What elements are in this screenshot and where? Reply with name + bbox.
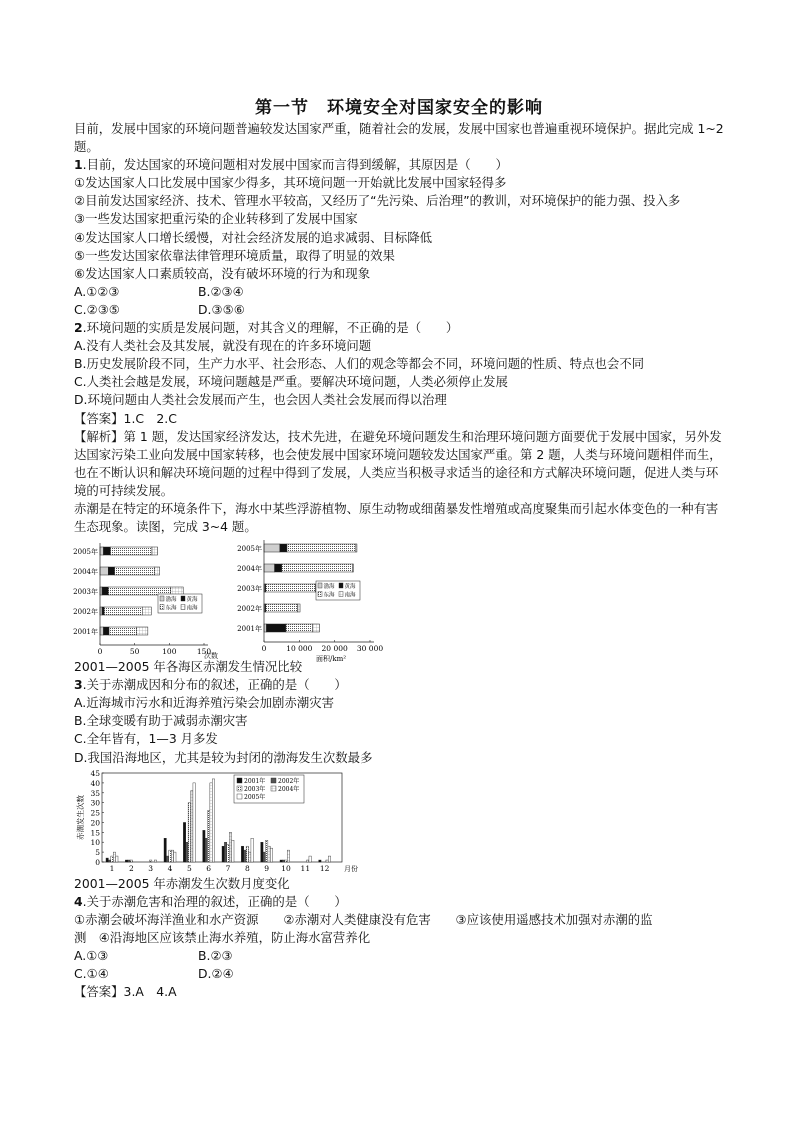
bar [287,850,289,862]
y-tick-label: 0 [95,857,100,867]
bar [251,838,253,862]
answer-block-1: 【答案】1.C 2.C [74,410,177,426]
bar [203,830,205,862]
bar [261,842,263,862]
bar [205,838,207,862]
q1-item-4: ④发达国家人口增长缓慢，对社会经济发展的追求减弱、目标降低 [74,229,433,245]
q1-item-5: ⑤一些发达国家依靠法律管理环境质量，取得了明显的效果 [74,247,395,263]
bar [309,856,311,862]
x-tick-label: 150 [196,647,212,657]
legend-label: 东海 [323,592,335,599]
bar [232,840,234,862]
q3-option-d: D.我国沿海地区，尤其是较为封闭的渤海发生次数最多 [74,749,373,765]
bar-segment [109,627,137,635]
q1-option-b: B.②③④ [198,283,244,299]
bar-segment [104,607,142,615]
legend-label: 东海 [165,605,177,612]
bar [212,779,214,862]
y-tick-label: 35 [90,788,100,798]
q4-items-line-2: 测 ④沿海地区应该禁止海水养殖，防止海水富营养化 [74,929,371,945]
question-2-stem [74,319,724,337]
q4-options-row-2 [74,965,724,983]
q4-option-d: D.②④ [198,966,234,981]
bar-segment [102,607,104,615]
question-1-stem [74,156,724,174]
figure-1-caption: 2001—2005 年各海区赤潮发生情况比较 [74,659,303,675]
y-tick-label: 2004年 [237,565,262,574]
bar-segment [312,624,319,632]
legend-label: 南海 [344,592,356,599]
y-tick-label: 2001年 [237,625,262,634]
y-tick-label: 40 [90,778,100,788]
legend-swatch [318,592,322,597]
bar-segment [152,547,158,555]
x-tick-label: 4 [167,863,173,873]
x-tick-label: 12 [319,863,330,873]
bar-segment [266,624,285,632]
legend-label: 渤海 [165,597,177,604]
bar [229,832,231,862]
question-3-stem [74,676,724,694]
bar [326,860,328,862]
x-tick-label: 5 [186,863,192,873]
bar-segment [287,544,356,552]
question-1-text: .目前，发达国家的环境问题相对发展中国家而言得到缓解，其原因是（ ） [82,157,508,173]
bar-segment [108,567,114,575]
bar [164,838,166,862]
q4-options-row-1 [74,947,724,965]
x-tick-label: 50 [129,647,140,657]
legend-label: 2003年 [244,785,266,793]
chart-area-by-sea [226,534,386,664]
q1-item-3: ③一些发达国家把重污染的企业转移到了发展中国家 [74,211,358,227]
bar [246,846,248,862]
x-tick-label: 30 000 [356,644,384,654]
bar [186,842,188,862]
question-4-number: 4 [74,893,83,909]
y-tick-label: 25 [90,808,100,818]
x-tick-label: 9 [264,863,270,873]
legend-label: 2005年 [244,793,266,801]
bar [285,860,287,862]
bar-segment [264,544,280,552]
x-tick-label: 20 000 [321,644,348,654]
bar [183,822,185,862]
bar [224,842,226,862]
page-title: 第一节 环境安全对国家安全的影响 [255,98,543,118]
x-tick-label: 3 [148,863,154,873]
bar-segment [102,587,108,595]
bar-segment [275,564,282,572]
bar [166,856,168,862]
legend-swatch [339,583,343,588]
bar [113,852,115,862]
y-tick-label: 2005年 [237,545,262,554]
y-axis-label: 赤潮发生次数 [76,794,85,840]
x-tick-label: 10 000 [286,644,313,654]
bar-segment [110,547,152,555]
y-tick-label: 15 [90,827,100,837]
legend-label: 2002年 [278,777,300,785]
bar [265,840,267,862]
bar [174,852,176,862]
legend-swatch [237,794,242,799]
bar [108,860,110,862]
bar [270,848,272,862]
y-tick-label: 2002年 [73,608,98,617]
y-tick-label: 10 [90,837,100,847]
chart-count-by-sea [70,540,220,661]
q2-option-d: D.环境问题由人类社会发展而产生，也会因人类社会发展而得以治理 [74,392,447,408]
bar-segment [266,604,298,612]
legend-swatch [339,592,343,597]
q1-options-row-2 [74,301,724,319]
q2-option-a: A.没有人类社会及其发展，就没有现在的许多环境问题 [74,338,372,354]
bar [244,850,246,862]
bar [263,852,265,862]
bar [193,783,195,862]
question-4-stem [74,893,724,911]
q3-option-c: C.全年皆有，1—3 月多发 [74,731,218,747]
question-4-text: .关于赤潮危害和治理的叙述，正确的是（ ） [82,893,347,909]
x-tick-label: 0 [97,647,103,657]
bar [268,846,270,862]
y-tick-label: 2003年 [73,588,98,597]
y-tick-label: 2005年 [73,548,98,557]
chart-monthly-count [74,767,374,875]
x-axis-label: 面积/km² [316,655,347,664]
question-2-text: .环境问题的实质是发展问题，对其含义的理解，不正确的是（ ） [82,320,459,336]
bar [191,790,193,861]
legend-swatch [181,596,185,601]
q4-option-a: A.①③ [74,947,109,963]
legend-swatch [160,596,164,601]
y-tick-label: 2004年 [73,568,98,577]
q4-items-line-1: ①赤潮会破坏海洋渔业和水产资源 ②赤潮对人类健康没有危害 ③应该使用遥感技术加强对赤潮的监 [74,911,653,927]
y-tick-label: 2003年 [237,585,262,594]
intro-paragraph-2: 赤潮是在特定的环境条件下，海水中某些浮游植物、原生动物或细菌暴发性增殖或高度聚集而引起水体变色的一种有害生态现象。读图，完成 3~4 题。 [74,500,719,535]
y-tick-label: 2001年 [73,628,98,637]
q3-option-a: A.近海城市污水和近海养殖污染会加剧赤潮灾害 [74,695,335,711]
q4-option-c: C.①④ [74,966,109,981]
bar-segment [264,564,275,572]
y-tick-label: 20 [90,818,100,828]
legend-label: 南海 [186,605,198,612]
legend-swatch [181,605,185,610]
x-tick-label: 11 [300,863,311,873]
bar-segment [280,544,287,552]
legend-label: 黄海 [344,584,356,591]
bar-segment [100,547,103,555]
q1-option-d: D.③⑤⑥ [198,301,245,317]
question-2-number: 2 [74,320,83,336]
bar-segment [115,567,155,575]
bar-segment [155,567,160,575]
question-3-text: .关于赤潮成因和分布的叙述，正确的是（ ） [82,677,347,693]
q3-option-b: B.全球变暖有助于减弱赤潮灾害 [74,713,248,729]
analysis-block-1: 【解析】第 1 题，发达国家经济发达，技术先进，在避免环境问题发生和治理环境问题方面要优于发展中国家，另外发达国家污染工业向发展中国家转移，也会使发展中国家环境问题较发达国家严重。第 2 题，人类与环境问题相伴而生，也在不断认识和解决环境问题的过程中得到了发展，人类应当积极寻求适当的途径和方式解决环境问题，促进人类与环境的可持续发展。 [74,428,722,498]
bar-segment [100,627,103,635]
bar [328,856,330,862]
y-tick-label: 2002年 [237,605,262,614]
x-tick-label: 7 [225,863,231,873]
bar [128,860,130,862]
figure-2-container [74,767,724,875]
q1-item-1: ①发达国家人口比发展中国家少得多，其环境问题一开始就比发展中国家轻得多 [74,175,507,191]
bar-segment [103,547,110,555]
y-tick-label: 45 [90,768,100,778]
figure-2-caption: 2001—2005 年赤潮发生次数月度变化 [74,875,290,891]
x-tick-label: 10 [281,863,291,873]
figure-1-charts [73,540,724,664]
bar [116,856,118,862]
legend-label: 黄海 [186,597,198,604]
bar [210,783,212,862]
bar [282,860,284,862]
legend-swatch [271,778,276,783]
bar [249,852,251,862]
bar [227,844,229,862]
x-axis-label: 月份 [344,864,358,873]
x-tick-label: 1 [109,863,115,873]
legend-swatch [237,786,242,791]
x-tick-label: 8 [244,863,250,873]
bar [222,846,224,862]
x-tick-label: 2 [128,863,134,873]
legend-label: 2001年 [244,777,266,785]
bar-segment [298,604,300,612]
intro-paragraph-1: 目前，发展中国家的环境问题普遍较发达国家严重，随着社会的发展，发展中国家也普遍重视环境保护。据此完成 1~2 题。 [74,121,724,155]
question-1-number: 1 [74,157,83,173]
bar-segment [100,567,108,575]
q1-options-row-1 [74,283,724,301]
q2-option-b: B.历史发展阶段不同，生产力水平、社会形态、人们的观念等都会不同，环境问题的性质、特点也会不同 [74,356,645,372]
legend-label: 渤海 [323,584,335,591]
y-tick-label: 5 [95,847,100,857]
answer-block-2: 【答案】3.A 4.A [74,984,177,1000]
bar [125,860,127,862]
bar [241,846,243,862]
bar [171,850,173,862]
bar [307,860,309,862]
bar-segment [266,584,315,592]
worksheet-page [74,96,724,1001]
bar [188,802,190,861]
bar [169,850,171,862]
q1-item-2: ②目前发达国家经济、技术、管理水平较高，又经历了“先污染、后治理”的教训，对环境保护的能力强、投入多 [74,193,681,209]
x-tick-label: 100 [162,647,177,657]
bar-segment [103,627,109,635]
bar-segment [137,627,148,635]
y-tick-label: 30 [90,798,100,808]
bar-segment [264,624,266,632]
legend-swatch [271,786,276,791]
q1-option-c: C.②③⑤ [74,301,120,317]
bar-segment [142,607,151,615]
bar [149,860,151,862]
q1-item-6: ⑥发达国家人口素质较高，没有破坏环境的行为和现象 [74,265,371,281]
question-3-number: 3 [74,677,83,693]
legend-label: 2004年 [278,785,300,793]
bar [106,858,108,862]
bar [207,810,209,861]
bar-segment [286,624,313,632]
bar-segment [282,564,353,572]
legend-swatch [160,605,164,610]
q2-option-c: C.人类社会越是发展，环境问题越是严重。要解决环境问题，人类必须停止发展 [74,374,508,390]
x-tick-label: 6 [206,863,212,873]
bar [130,860,132,862]
legend-swatch [237,778,242,783]
bar-segment [352,564,353,572]
legend-swatch [318,583,322,588]
bar [154,860,156,862]
x-axis-label: 次数 [204,652,218,661]
bar [280,860,282,862]
x-tick-label: 0 [261,644,267,654]
q1-option-a: A.①②③ [74,283,120,299]
bar [319,860,321,862]
bar [111,856,113,862]
q4-option-b: B.②③ [198,947,233,963]
bar-segment [356,544,357,552]
